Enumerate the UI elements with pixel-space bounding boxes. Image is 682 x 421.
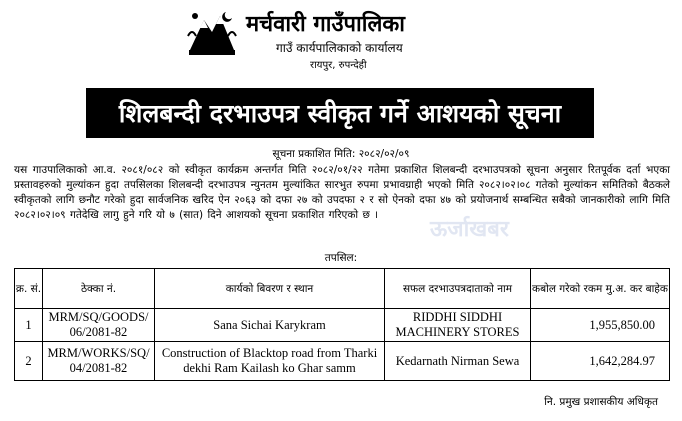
row-work: Construction of Blacktop road from Tharki dekhi Ram Kailash ko Ghar samm bbox=[155, 342, 385, 381]
row-amount: 1,642,284.97 bbox=[531, 342, 670, 381]
row-amount: 1,955,850.00 bbox=[531, 309, 670, 342]
notice-title-banner bbox=[86, 88, 594, 138]
watermark: ऊर्जाखबर bbox=[430, 217, 509, 242]
notice-title: शिलबन्दी दरभाउपत्र स्वीकृत गर्ने आशयको सूचना bbox=[118, 99, 562, 128]
table-header-row bbox=[15, 269, 670, 309]
signatory-title: नि. प्रमुख प्रशासकीय अधिकृत bbox=[544, 396, 658, 408]
published-date: सूचना प्रकाशित मिति: २०८२/०२/०९ bbox=[272, 148, 410, 160]
row-work: Sana Sichai Karykram bbox=[155, 309, 385, 342]
contracts-table bbox=[14, 268, 670, 381]
header-vendor: सफल दरभाउपत्रदाताको नाम bbox=[385, 269, 531, 309]
row-vendor: Kedarnath Nirman Sewa bbox=[385, 342, 531, 381]
office-address: रायपुर, रुपन्देही bbox=[310, 60, 367, 71]
header-contract: ठेक्का नं. bbox=[43, 269, 155, 309]
row-vendor: RIDDHI SIDDHI MACHINERY STORES bbox=[385, 309, 531, 342]
row-sn: 1 bbox=[15, 309, 43, 342]
office-name: गाउँ कार्यपालिकाको कार्यालय bbox=[276, 41, 403, 55]
notice-body: यस गाउपालिकाको आ.व. २०८१/०८२ को स्वीकृत कार्यक्रम अन्तर्गत मिति २०८२/०१/२२ गतेमा प्रकाशित शिलबन्दी दरभाउपत्रको सूचना अनुसार रितपूर्वक दर्ता भएका प्रस्तावहरुको मुल्यांकन हुदा तपसिलका शिलबन्दी दरभाउपत्र न्युनतम मुल्यांकित सारभुत रुपमा प्रभावग्राही भएको मिति २०८२।०२।०८ गतेको मुल्यांकन समितिको बैठकले स्वीकृतको लागि छनौट गरेको हुदा सार्वजनिक खरिद ऐन २०६३ को दफा २७ को उपदफा २ र सो ऐनको दफा ४७ को प्रयोजनार्थ सम्बन्धित सबैको जानकारीको लागि मिति २०८२।०२।०९ गतेदेखि लागु हुने गरि यो ७ (सात) दिने आशयको सूचना प्रकाशित गरिएको छ । bbox=[14, 164, 670, 221]
row-contract: MRM/SQ/GOODS/ 06/2081-82 bbox=[43, 309, 155, 342]
row-sn: 2 bbox=[15, 342, 43, 381]
table-row bbox=[15, 342, 670, 381]
header-sn: क्र. सं. bbox=[15, 269, 43, 309]
header-work: कार्यको बिवरण र स्थान bbox=[155, 269, 385, 309]
nepal-emblem-icon bbox=[186, 6, 238, 58]
municipality-name: मर्चवारी गाउँपालिका bbox=[246, 12, 405, 37]
header-amount: कबोल गरेको रकम मु.अ. कर बाहेक bbox=[531, 269, 670, 309]
letterhead bbox=[0, 0, 682, 88]
table-row bbox=[15, 309, 670, 342]
details-label: तपसिल: bbox=[324, 252, 358, 264]
row-contract: MRM/WORKS/SQ/ 04/2081-82 bbox=[43, 342, 155, 381]
